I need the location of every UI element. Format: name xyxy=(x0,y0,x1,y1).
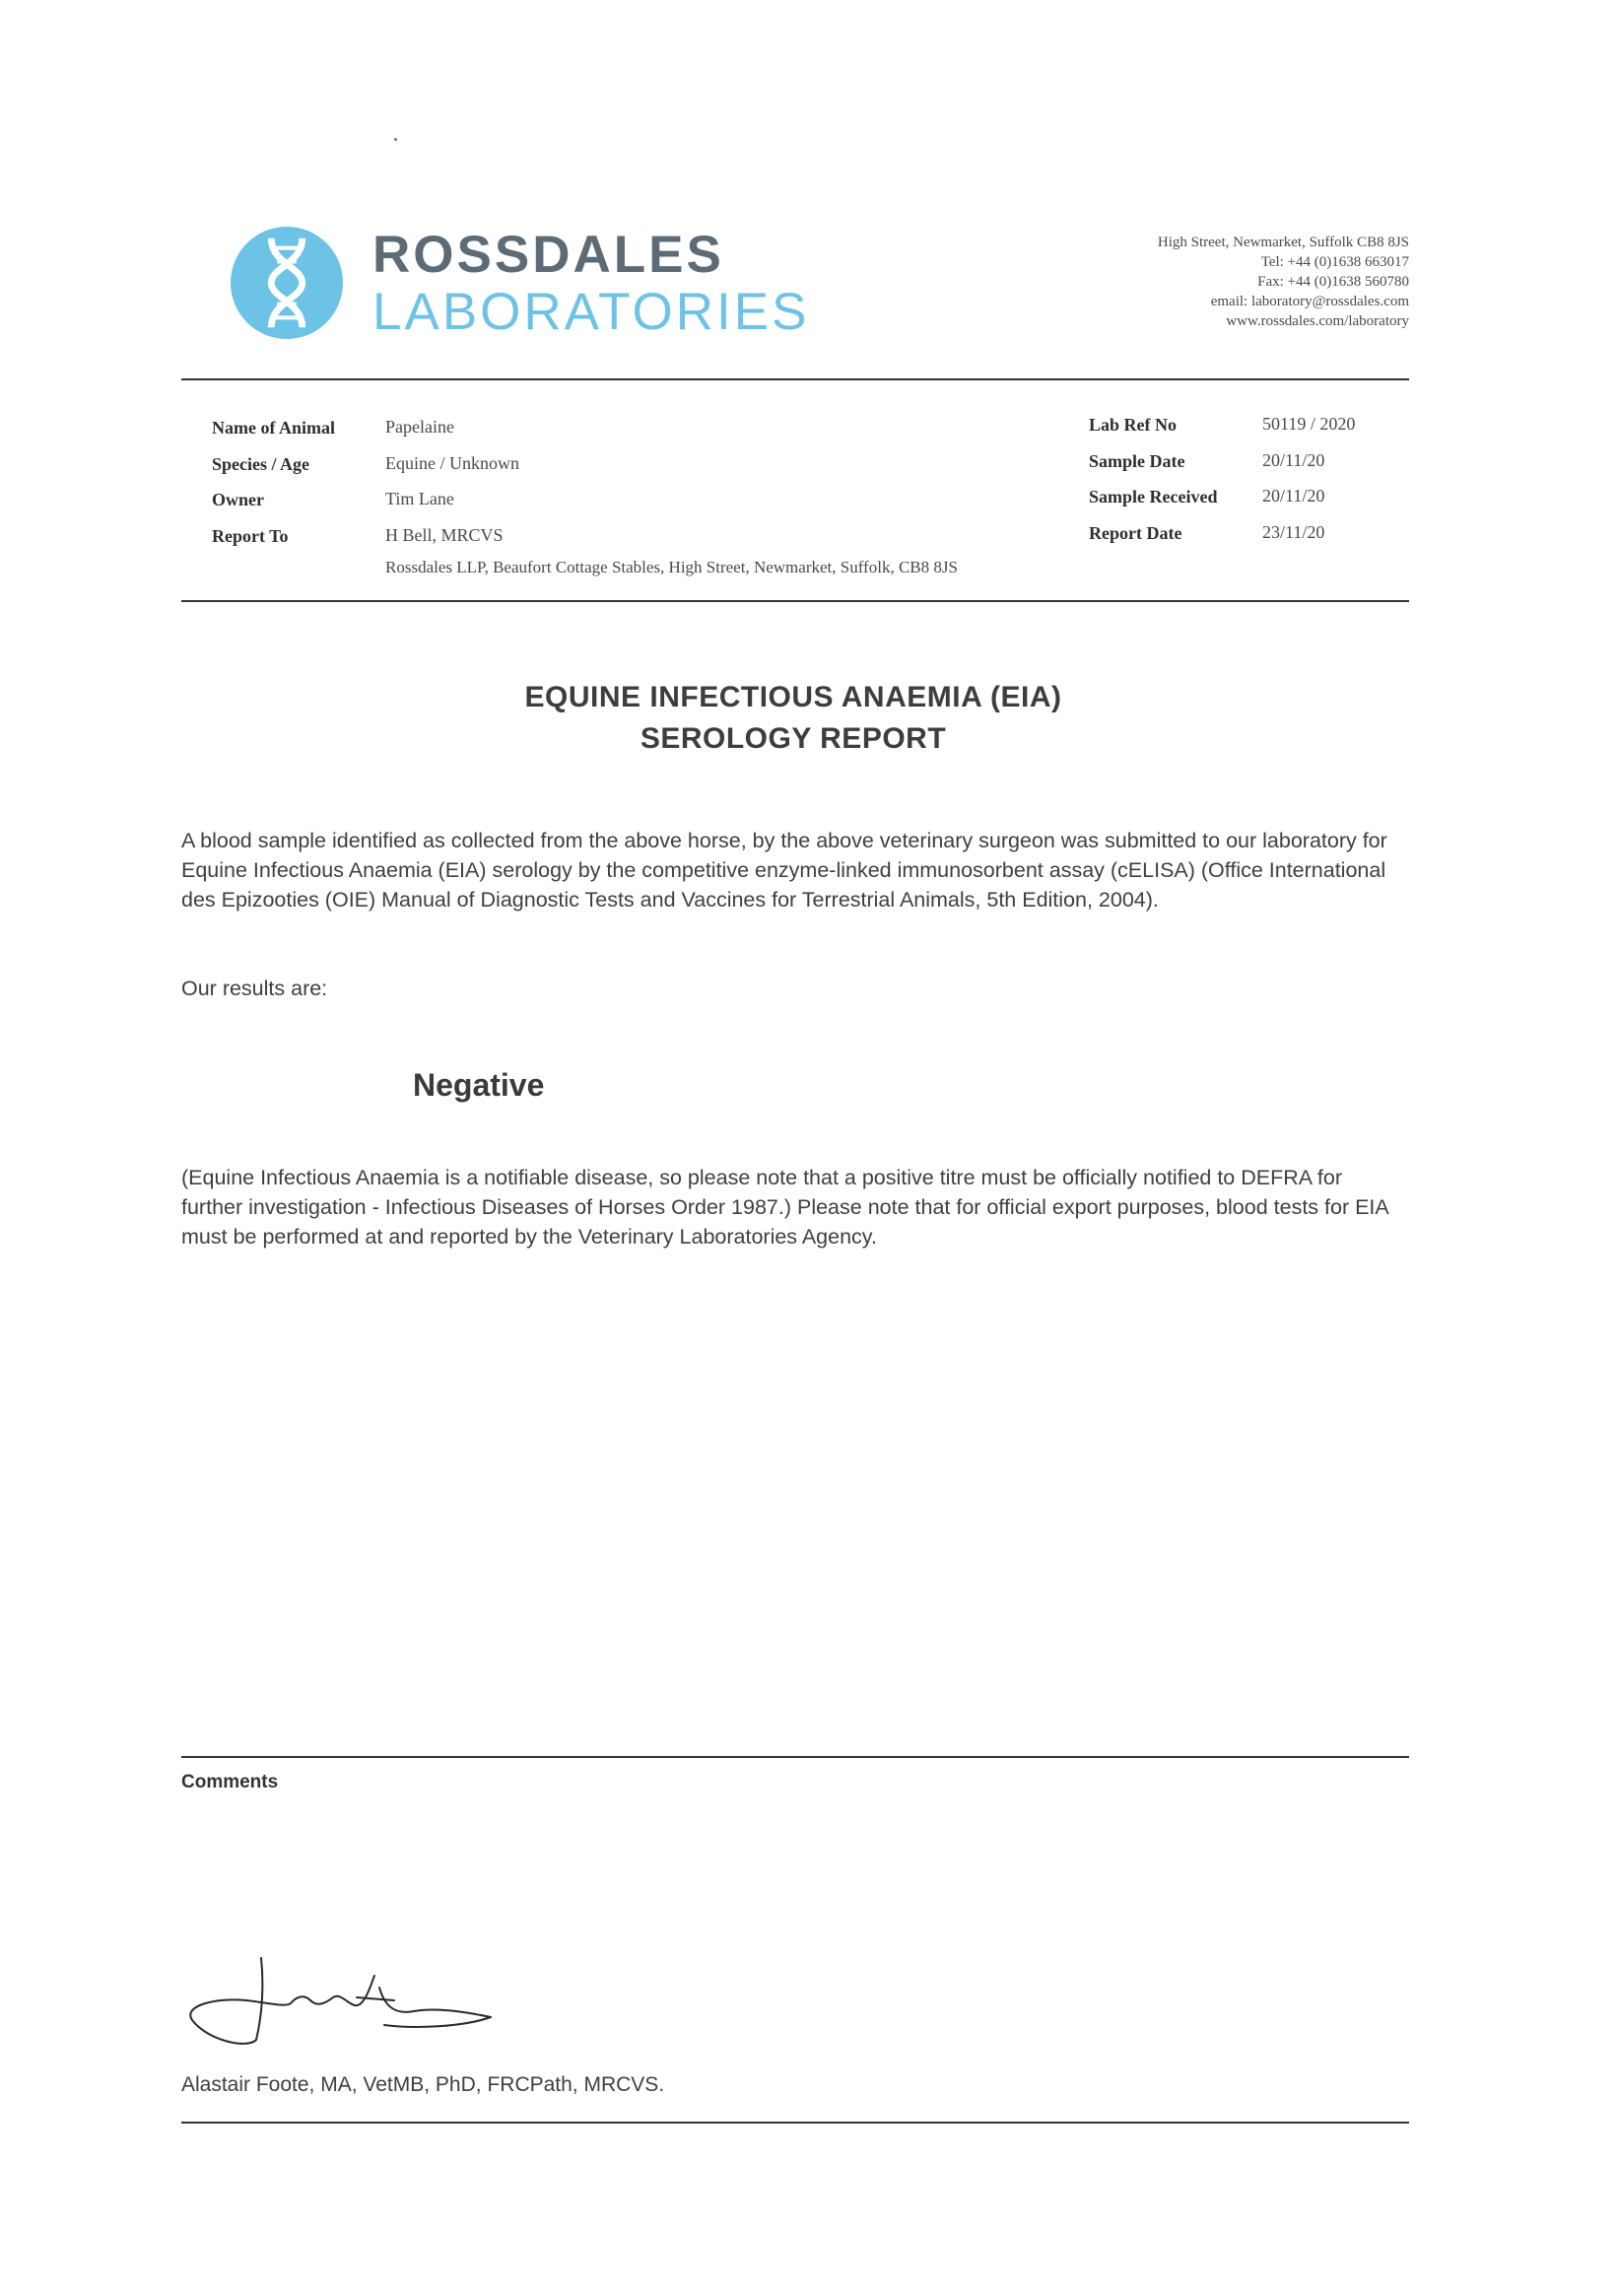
header-divider xyxy=(181,378,1409,380)
value-report-to: H Bell, MRCVS xyxy=(385,525,504,545)
contact-block xyxy=(1158,233,1409,331)
comments-divider xyxy=(181,1756,1409,1758)
value-species-age: Equine / Unknown xyxy=(385,453,519,473)
value-report-date: 23/11/20 xyxy=(1262,522,1325,542)
value-sample-received: 20/11/20 xyxy=(1262,486,1325,506)
fax: Fax: +44 (0)1638 560780 xyxy=(1257,274,1409,290)
label-species-age: Species / Age xyxy=(212,454,309,474)
results-lead: Our results are: xyxy=(181,977,328,1000)
comments-label: Comments xyxy=(181,1772,279,1792)
telephone: Tel: +44 (0)1638 663017 xyxy=(1260,254,1409,270)
footer-divider xyxy=(181,2122,1409,2124)
logo-wordmark-top: ROSSDALES xyxy=(372,226,724,284)
website: www.rossdales.com/laboratory xyxy=(1226,313,1409,329)
scan-speck xyxy=(394,138,397,141)
result-value: Negative xyxy=(413,1067,545,1103)
signature-mark xyxy=(177,1946,512,2055)
notifiable-note: (Equine Infectious Anaemia is a notifiable disease, so please note that a positive titre must be officially notified to DEFRA for further investigation - Infectious Diseases of Horses Order 1987.) Please note that for official export purposes, blood tests for EIA must be performed at and reported by the Veterinary Laboratories Agency. xyxy=(181,1166,1388,1249)
label-report-to: Report To xyxy=(212,526,289,546)
value-lab-ref-no: 50119 / 2020 xyxy=(1262,414,1356,434)
report-title-line1: EQUINE INFECTIOUS ANAEMIA (EIA) xyxy=(524,681,1062,713)
label-lab-ref-no: Lab Ref No xyxy=(1089,415,1177,435)
dna-logo-icon xyxy=(229,225,345,341)
label-owner: Owner xyxy=(212,490,264,509)
value-report-to-address: Rossdales LLP, Beaufort Cottage Stables, High Street, Newmarket, Suffolk, CB8 8JS xyxy=(385,558,958,576)
label-sample-date: Sample Date xyxy=(1089,451,1185,471)
value-name-of-animal: Papelaine xyxy=(385,417,454,437)
logo-wordmark-bottom: LABORATORIES xyxy=(372,283,810,341)
email: email: laboratory@rossdales.com xyxy=(1210,294,1409,309)
signatory-name: Alastair Foote, MA, VetMB, PhD, FRCPath, MRCVS. xyxy=(181,2073,665,2096)
details-divider xyxy=(181,600,1409,602)
label-sample-received: Sample Received xyxy=(1089,487,1218,506)
value-sample-date: 20/11/20 xyxy=(1262,450,1325,470)
label-report-date: Report Date xyxy=(1089,523,1182,543)
label-name-of-animal: Name of Animal xyxy=(212,418,335,438)
report-title-line2: SEROLOGY REPORT xyxy=(640,722,947,755)
address: High Street, Newmarket, Suffolk CB8 8JS xyxy=(1157,235,1409,250)
intro-paragraph: A blood sample identified as collected from the above horse, by the above veterinary surgeon was submitted to our laboratory for Equine Infectious Anaemia (EIA) serology by the competitive enzyme-linked immunosorbent assay (cELISA) (Office International des Epizooties (OIE) Manual of Diagnostic Tests and Vaccines for Terrestrial Animals, 5th Edition, 2004). xyxy=(181,829,1387,912)
value-owner: Tim Lane xyxy=(385,489,454,508)
